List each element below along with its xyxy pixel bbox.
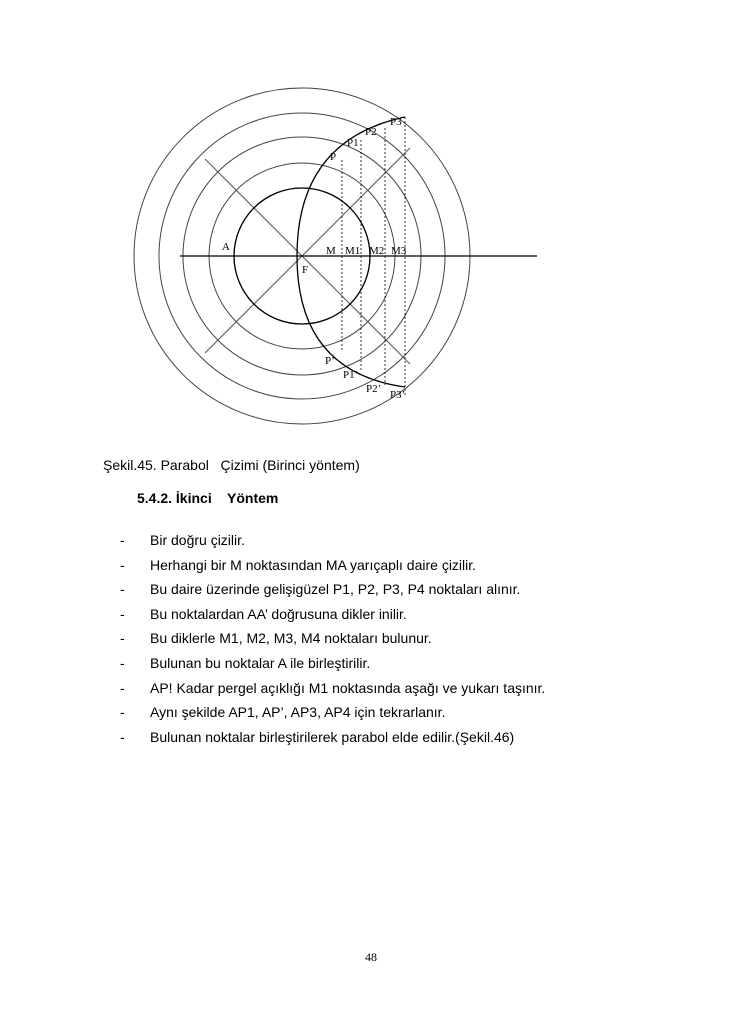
list-dash: - [120, 654, 125, 671]
label-p1-prime: P1’ [343, 369, 359, 381]
list-item [120, 556, 545, 581]
list-dash: - [120, 704, 125, 721]
figure-caption: Şekil.45. Parabol Çizimi (Birinci yöntem) [103, 457, 360, 473]
list-item-text: Bulunan noktalar birleştirilerek parabol elde edilir.(Şekil.46) [150, 728, 515, 745]
list-item-text: Bir doğru çizilir. [150, 532, 245, 548]
list-item-text: AP! Kadar pergel açıklığı M1 noktasında aşağı ve yukarı taşınır. [150, 679, 546, 696]
list-item [120, 703, 545, 728]
label-m: M [326, 245, 336, 257]
label-f: F [302, 264, 309, 276]
list-item [120, 531, 545, 556]
label-m3: M3 [391, 245, 407, 257]
list-item [120, 605, 545, 630]
list-dash: - [120, 605, 125, 622]
list-dash: - [120, 556, 125, 573]
list-item-text: Aynı şekilde AP1, AP’, AP3, AP4 için tekrarlanır. [150, 704, 446, 721]
label-p3-prime: P3’ [390, 389, 406, 401]
label-p3: P3 [390, 116, 402, 128]
list-item-text: Bu diklerle M1, M2, M3, M4 noktaları bulunur. [150, 630, 432, 647]
list-dash: - [120, 532, 125, 548]
list-item [120, 580, 545, 605]
list-item [120, 654, 545, 679]
list-dash: - [120, 679, 125, 696]
label-p-prime: P’ [325, 355, 335, 367]
list-dash: - [120, 728, 125, 745]
diagonal-line-1 [205, 159, 410, 364]
list-dash: - [120, 630, 125, 647]
steps-list [120, 531, 545, 752]
page-number: 48 [365, 950, 377, 964]
label-p2-prime: P2’ [366, 383, 382, 395]
label-m2: M2 [369, 245, 385, 257]
section-heading: 5.4.2. İkinci Yöntem [137, 490, 279, 506]
label-m1: M1 [345, 245, 361, 257]
label-a: A [222, 241, 230, 253]
list-dash: - [120, 581, 125, 598]
parabola-construction-figure [0, 0, 729, 450]
label-p1: P1 [347, 137, 359, 149]
list-item-text: Bu noktalardan AA’ doğrusuna dikler inilir. [150, 605, 407, 622]
list-item [120, 728, 545, 753]
list-item-text: Bulunan bu noktalar A ile birleştirilir. [150, 654, 371, 671]
list-item [120, 679, 545, 704]
label-p2: P2 [365, 126, 377, 138]
list-item-text: Herhangi bir M noktasından MA yarıçaplı daire çizilir. [150, 556, 477, 573]
list-item [120, 629, 545, 654]
list-item-text: Bu daire üzerinde gelişigüzel P1, P2, P3, P4 noktaları alınır. [150, 581, 521, 598]
label-p: P [330, 151, 337, 163]
